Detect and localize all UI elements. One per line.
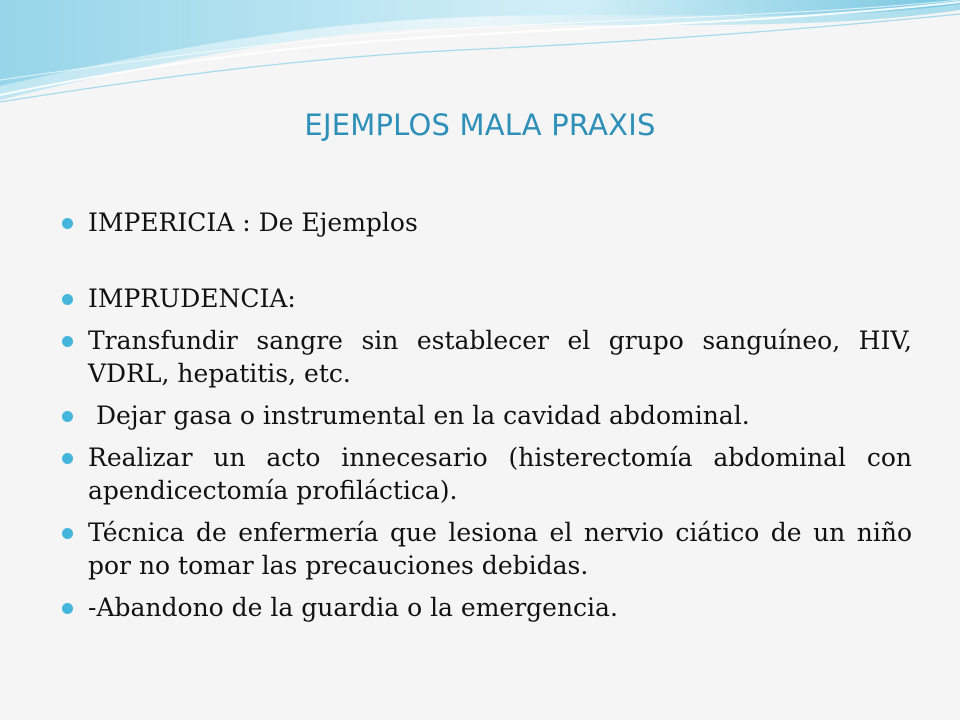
bullet-list (62, 206, 912, 624)
bullet-item-transfundir (62, 324, 912, 390)
bullet-item-abandono (62, 591, 912, 624)
bullet-text: Técnica de enfermería que lesiona el nervio ciático de un niño por no tomar las precauciones debidas. (88, 518, 912, 580)
bullet-item-impericia (62, 206, 912, 239)
bullet-dot-icon (62, 453, 73, 464)
bullet-dot-icon (62, 336, 73, 347)
bullet-dot-icon (62, 528, 73, 539)
bullet-dot-icon (62, 218, 73, 229)
bullet-dot-icon (62, 603, 73, 614)
bullet-text: Realizar un acto innecesario (histerectomía abdominal con apendicectomía profiláctica). (88, 443, 912, 505)
bullet-item-acto-innecesario (62, 441, 912, 507)
bullet-text: IMPERICIA : De Ejemplos (88, 208, 418, 237)
bullet-text: Transfundir sangre sin establecer el grupo sanguíneo, HIV, VDRL, hepatitis, etc. (88, 326, 912, 388)
bullet-text: Dejar gasa o instrumental en la cavidad abdominal. (88, 401, 750, 430)
bullet-text: -Abandono de la guardia o la emergencia. (88, 593, 618, 622)
bullet-dot-icon (62, 411, 73, 422)
bullet-dot-icon (62, 294, 73, 305)
bullet-item-imprudencia (62, 282, 912, 315)
header-wave-decoration (0, 0, 960, 110)
slide-title: EJEMPLOS MALA PRAXIS (304, 108, 656, 142)
bullet-item-enfermeria (62, 516, 912, 582)
bullet-text: IMPRUDENCIA: (88, 284, 296, 313)
bullet-item-gasa (62, 399, 912, 432)
slide-content (62, 206, 912, 633)
